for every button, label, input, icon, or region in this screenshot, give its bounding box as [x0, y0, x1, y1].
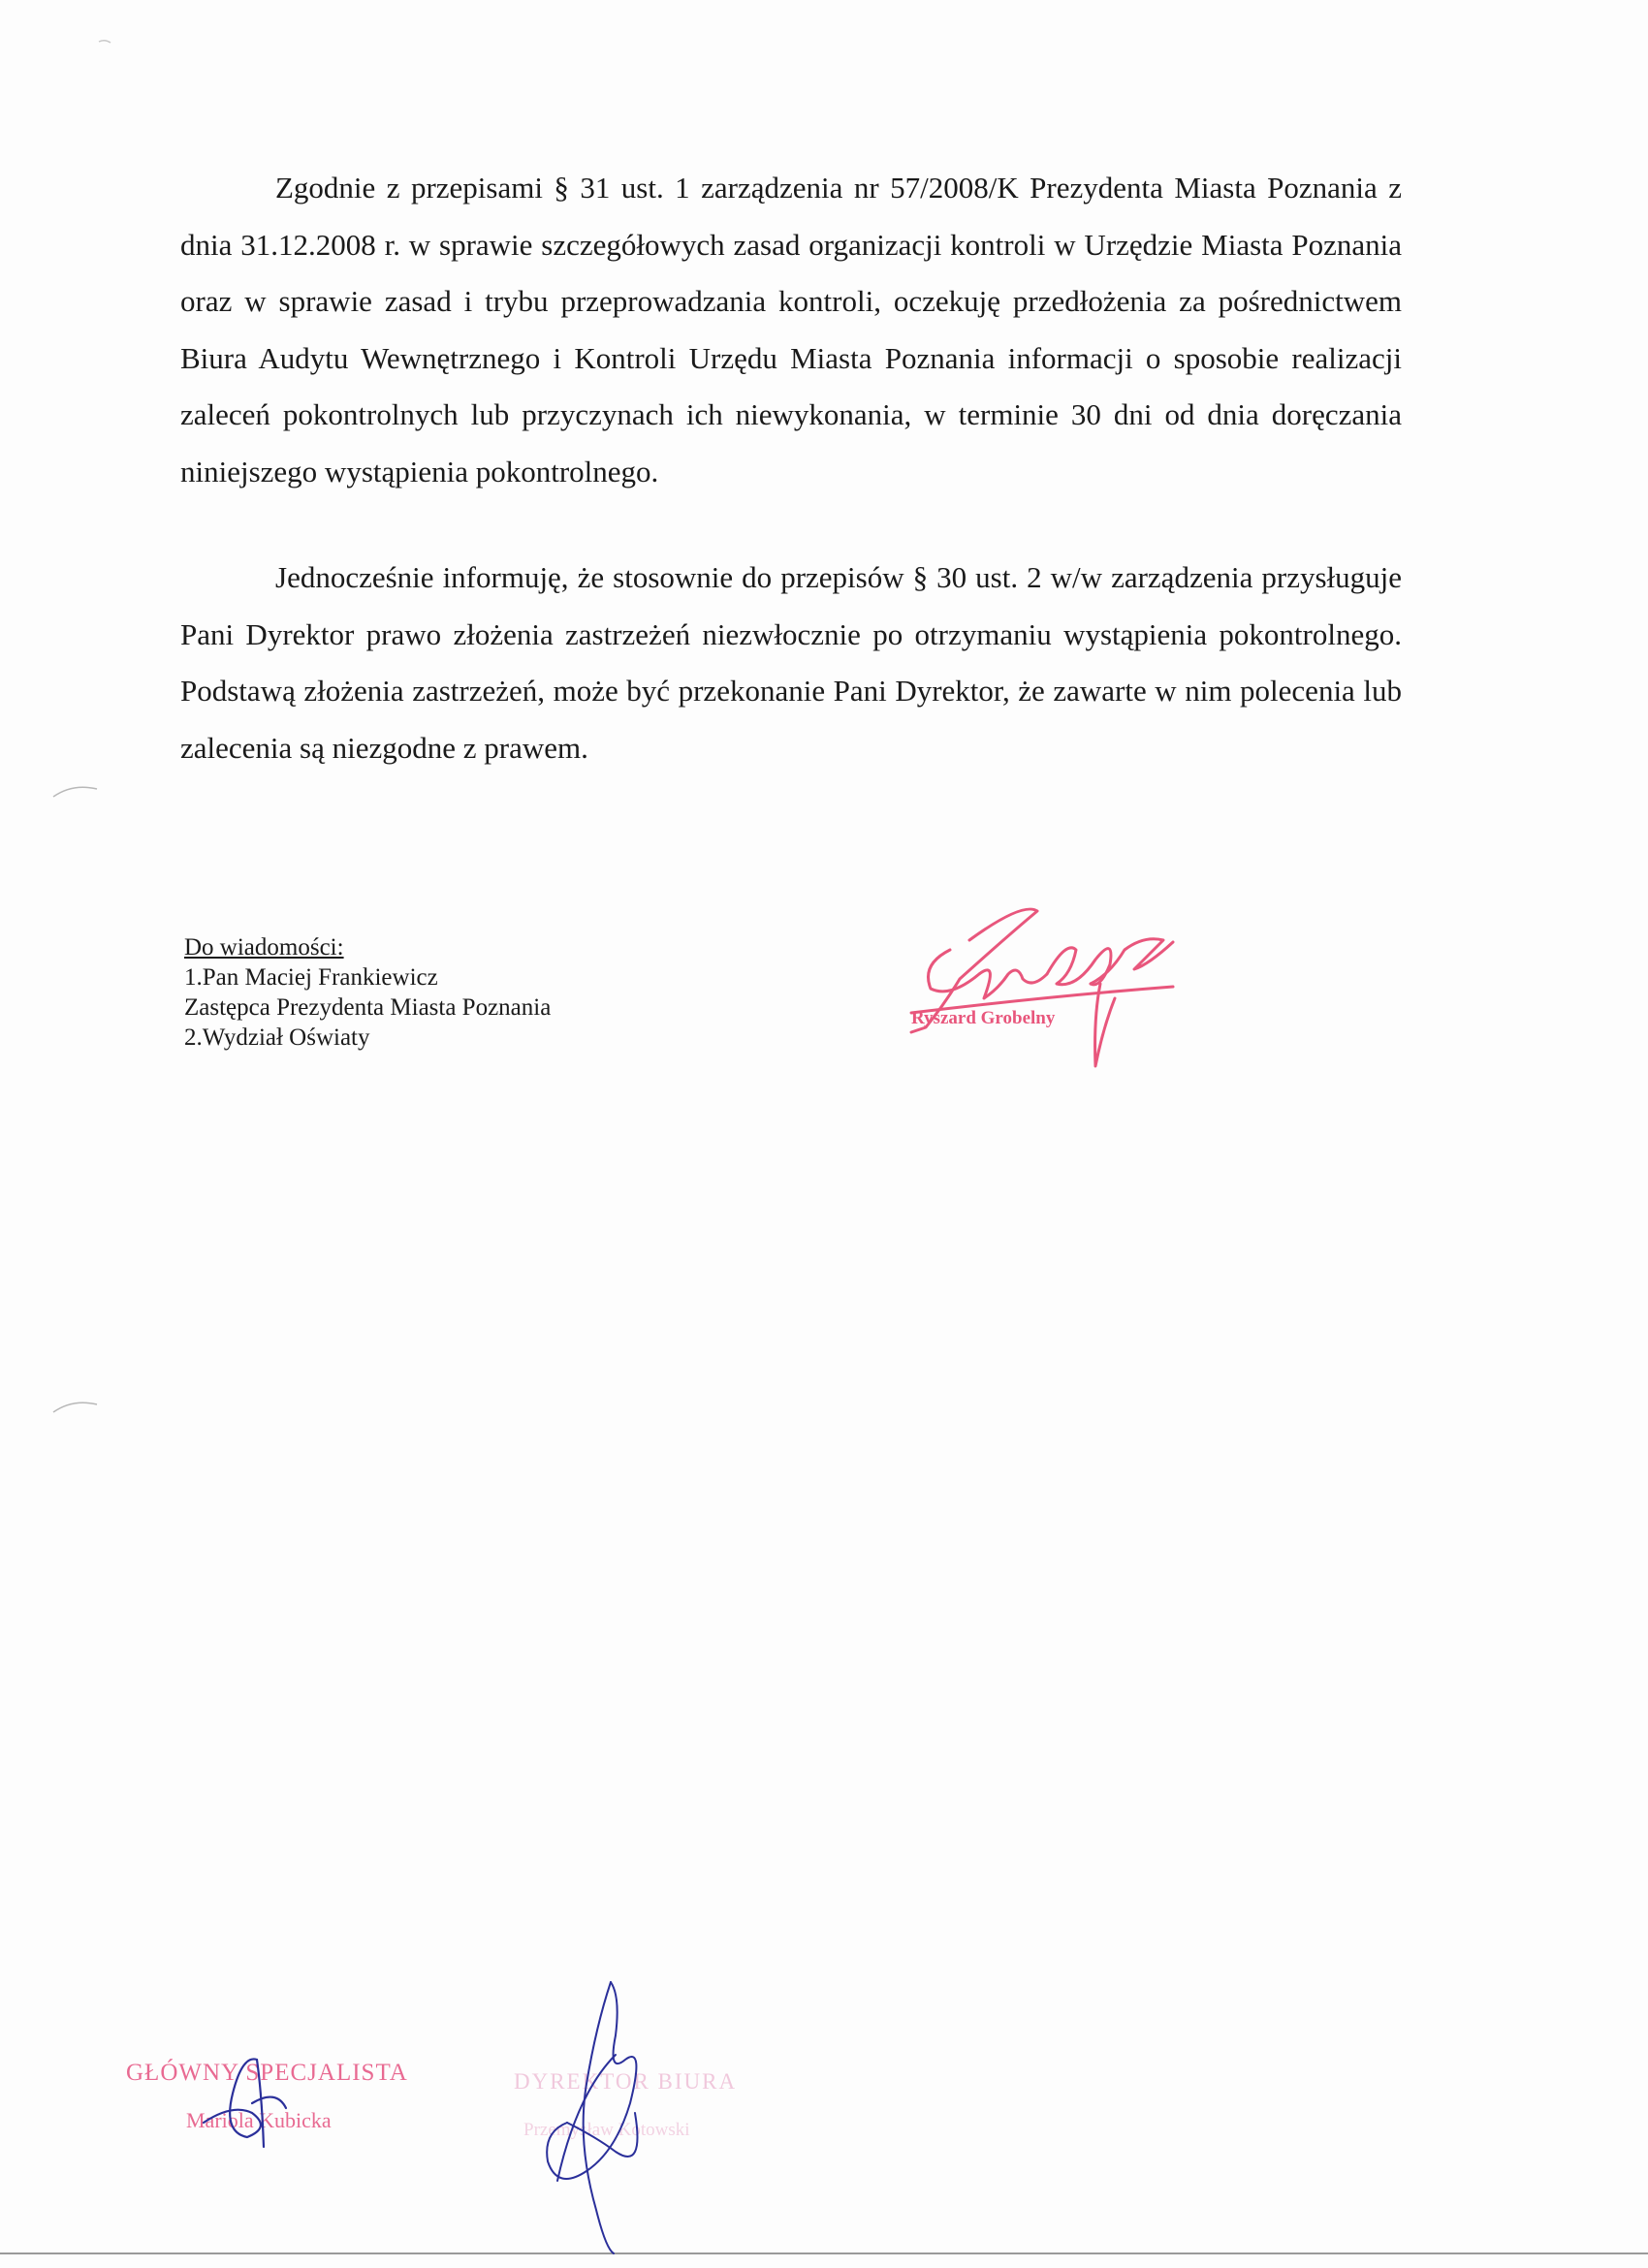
- chief-specialist-signature: [194, 2035, 301, 2152]
- scan-artifact-mark: [48, 775, 107, 804]
- scan-artifact-mark: [48, 1391, 107, 1420]
- body-paragraph-1-text: Zgodnie z przepisami § 31 ust. 1 zarządzenia nr 57/2008/K Prezydenta Miasta Poznania z dnia 31.12.2008 r. w sprawie szczegółowych zasad organizacji kontroli w Urzędzie Miasta Poznania oraz w sprawie zasad i trybu przeprowadzania kontroli, oczekuję przedłożenia za pośrednictwem Biura Audytu Wewnętrznego i Kontroli Urzędu Miasta Poznania informacji o sposobie realizacji zaleceń pokontrolnych lub przyczynach ich niewykonania, w terminie 30 dni od dnia doręczania niniejszego wystąpienia pokontrolnego.: [180, 171, 1402, 488]
- scan-artifact-edge: [0, 2244, 1648, 2268]
- president-signature: [853, 882, 1183, 1105]
- body-paragraph-2-text: Jednocześnie informuję, że stosownie do przepisów § 30 ust. 2 w/w zarządzenia przysługuje Pani Dyrektor prawo złożenia zastrzeżeń niezwłocznie po otrzymaniu wystąpienia pokontrolnego. Podstawą złożenia zastrzeżeń, może być przekonanie Pani Dyrektor, że zawarte w nim polecenia lub zalecenia są niezgodne z prawem.: [180, 560, 1402, 765]
- president-name-label: Ryszard Grobelny: [911, 1008, 1056, 1028]
- chief-specialist-name: Mariola Kubicka: [186, 2108, 332, 2132]
- distribution-line-3: 2.Wydział Oświaty: [184, 1024, 370, 1051]
- distribution-line-1: 1.Pan Maciej Frankiewicz: [184, 964, 438, 991]
- distribution-heading: Do wiadomości:: [184, 934, 344, 961]
- distribution-list: [184, 932, 551, 1053]
- bureau-director-signature: [519, 1968, 674, 2258]
- body-paragraph-2: [180, 550, 1402, 776]
- bureau-director-title: DYREKTOR BIURA: [514, 2069, 738, 2094]
- bureau-director-name: Przemysław Kotowski: [523, 2120, 690, 2140]
- chief-specialist-title: GŁÓWNY SPECJALISTA: [126, 2060, 408, 2086]
- scan-artifact-mark: [97, 37, 116, 47]
- distribution-line-2: Zastępca Prezydenta Miasta Poznania: [184, 994, 552, 1021]
- body-paragraph-1: [180, 160, 1402, 500]
